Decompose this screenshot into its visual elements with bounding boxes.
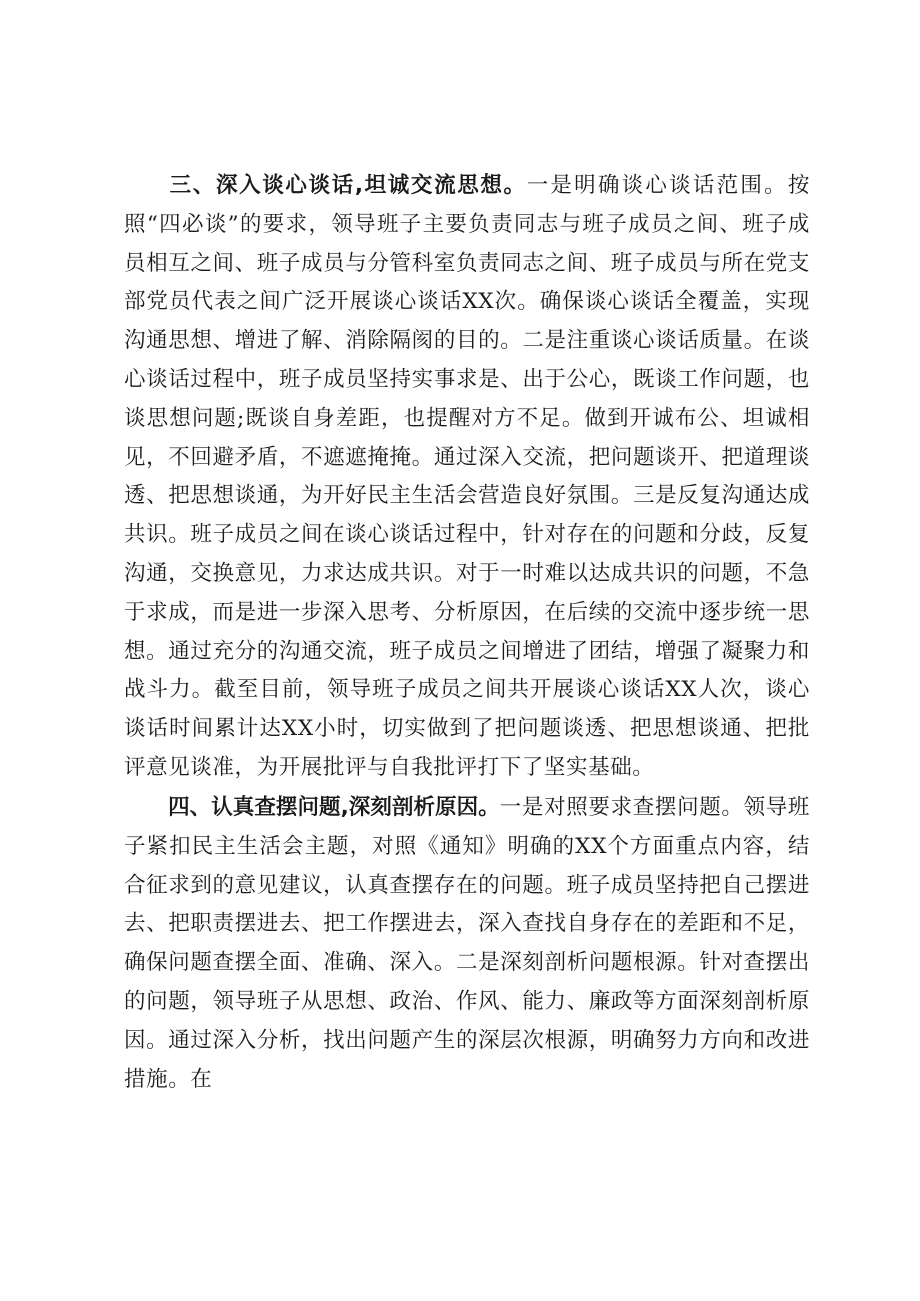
section-4-body: 一是对照要求查摆问题。领导班子紧扣民主生活会主题，对照《通知》明确的XX个方面重点内容，结合征求到的意见建议，认真查摆存在的问题。班子成员坚持把自己摆进去、把职责摆进去、把工作摆进去，深入查找自身存在的差距和不足，确保问题查摆全面、准确、深入。二是深刻剖析问题根源。针对查摆出的问题，领导班子从思想、政治、作风、能力、廉政等方面深刻剖析原因。通过深入分析，找出问题产生的深层次根源，明确努力方向和改进措施。在 (124, 795, 810, 1092)
section-3-heading: 三、深入谈心谈话,坦诚交流思想。 (168, 173, 527, 198)
section-4-paragraph (124, 789, 810, 1099)
section-4-heading: 四、认真查摆问题,深刻剖析原因。 (168, 795, 500, 820)
section-3-paragraph (124, 167, 810, 788)
section-3-body: 一是明确谈心谈话范围。按照“四必谈”的要求，领导班子主要负责同志与班子成员之间、班子成员相互之间、班子成员与分管科室负责同志之间、班子成员与所在党支部党员代表之间广泛开展谈心谈话XX次。确保谈心谈话全覆盖，实现沟通思想、增进了解、消除隔阂的目的。二是注重谈心谈话质量。在谈心谈话过程中，班子成员坚持实事求是、出于公心，既谈工作问题，也谈思想问题;既谈自身差距，也提醒对方不足。做到开诚布公、坦诚相见，不回避矛盾，不遮遮掩掩。通过深入交流，把问题谈开、把道理谈透、把思想谈通，为开好民主生活会营造良好氛围。三是反复沟通达成共识。班子成员之间在谈心谈话过程中，针对存在的问题和分歧，反复沟通，交换意见，力求达成共识。对于一时难以达成共识的问题，不急于求成，而是进一步深入思考、分析原因，在后续的交流中逐步统一思想。通过充分的沟通交流，班子成员之间增进了团结，增强了凝聚力和战斗力。截至目前，领导班子成员之间共开展谈心谈话XX人次，谈心谈话时间累计达XX小时，切实做到了把问题谈透、把思想谈通、把批评意见谈准，为开展批评与自我批评打下了坚实基础。 (124, 173, 811, 780)
